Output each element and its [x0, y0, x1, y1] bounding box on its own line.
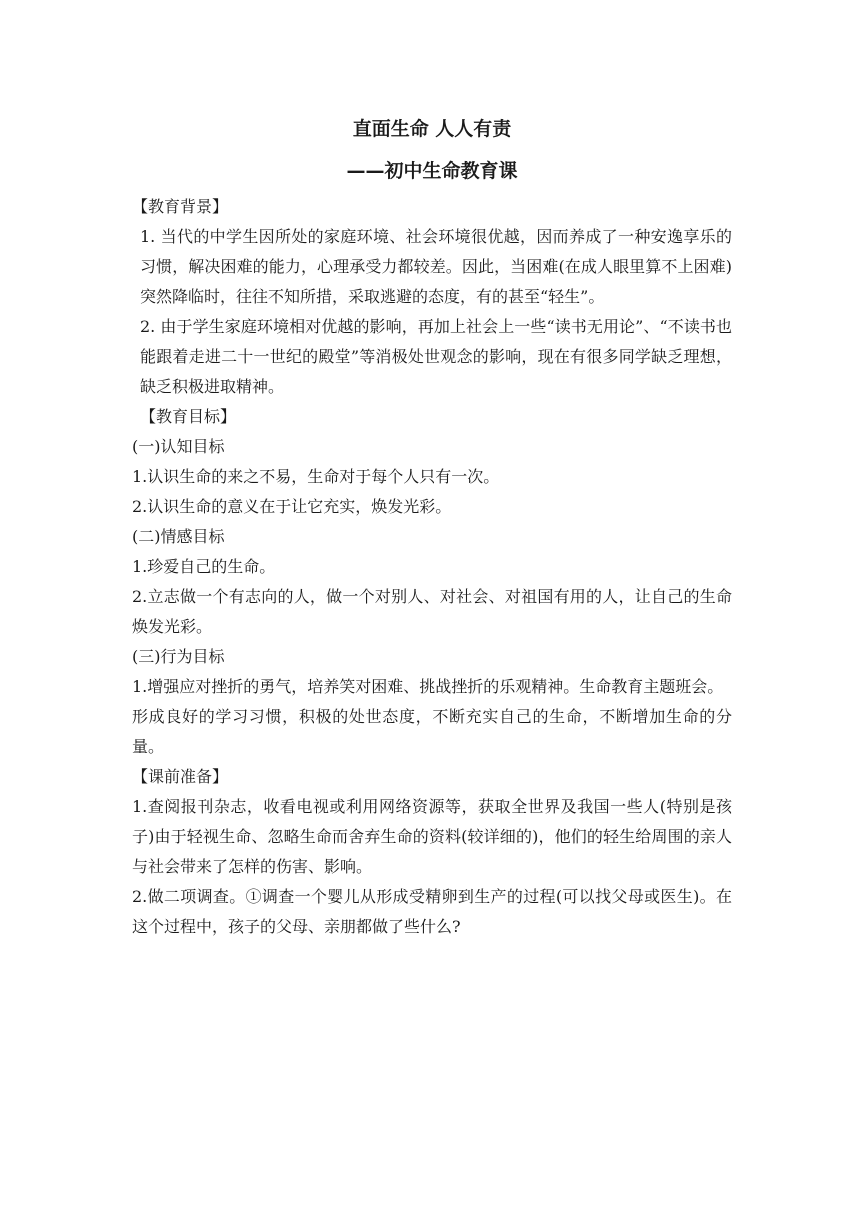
list-item: 1.珍爱自己的生命。 — [132, 557, 276, 576]
list-item: 2.做二项调查。①调查一个婴儿从形成受精卵到生产的过程(可以找父母或医生)。在这个过程中，孩子的父母、亲朋都做了些什么? — [132, 887, 732, 936]
section-heading-preparation: 【课前准备】 — [132, 767, 229, 786]
subsection-heading-emotional: (二)情感目标 — [132, 527, 225, 546]
paragraph: 1. 当代的中学生因所处的家庭环境、社会环境很优越，因而养成了一种安逸享乐的习惯，解决困难的能力，心理承受力都较差。因此，当困难(在成人眼里算不上困难)突然降临时，往往不知所措，采取逃避的态度，有的甚至“轻生”。 — [140, 227, 732, 306]
list-item: 2.认识生命的意义在于让它充实，焕发光彩。 — [132, 497, 452, 516]
paragraph: 2. 由于学生家庭环境相对优越的影响，再加上社会上一些“读书无用论”、“不读书也能跟着走进二十一世纪的殿堂”等消极处世观念的影响，现在有很多同学缺乏理想，缺乏积极进取精神。 — [140, 317, 732, 396]
section-heading-background: 【教育背景】 — [132, 197, 229, 216]
document-body — [132, 112, 732, 942]
list-item: 1.增强应对挫折的勇气，培养笑对困难、挑战挫折的乐观精神。生命教育主题班会。 — [132, 677, 724, 696]
document-title: 直面生命 人人有责 — [352, 118, 512, 140]
list-item: 形成良好的学习习惯，积极的处世态度，不断充实自己的生命，不断增加生命的分量。 — [132, 707, 732, 756]
list-item: 2.立志做一个有志向的人，做一个对别人、对社会、对祖国有用的人，让自己的生命焕发光彩。 — [132, 587, 732, 636]
document-subtitle: ——初中生命教育课 — [346, 160, 518, 182]
list-item: 1.查阅报刊杂志，收看电视或利用网络资源等，获取全世界及我国一些人(特别是孩子)由于轻视生命、忽略生命而舍弃生命的资料(较详细的)，他们的轻生给周围的亲人与社会带来了怎样的伤害、影响。 — [132, 797, 732, 876]
subsection-heading-cognitive: (一)认知目标 — [132, 437, 225, 456]
section-heading-goals: 【教育目标】 — [140, 407, 237, 426]
list-item: 1.认识生命的来之不易，生命对于每个人只有一次。 — [132, 467, 500, 486]
subsection-heading-behavioral: (三)行为目标 — [132, 647, 225, 666]
